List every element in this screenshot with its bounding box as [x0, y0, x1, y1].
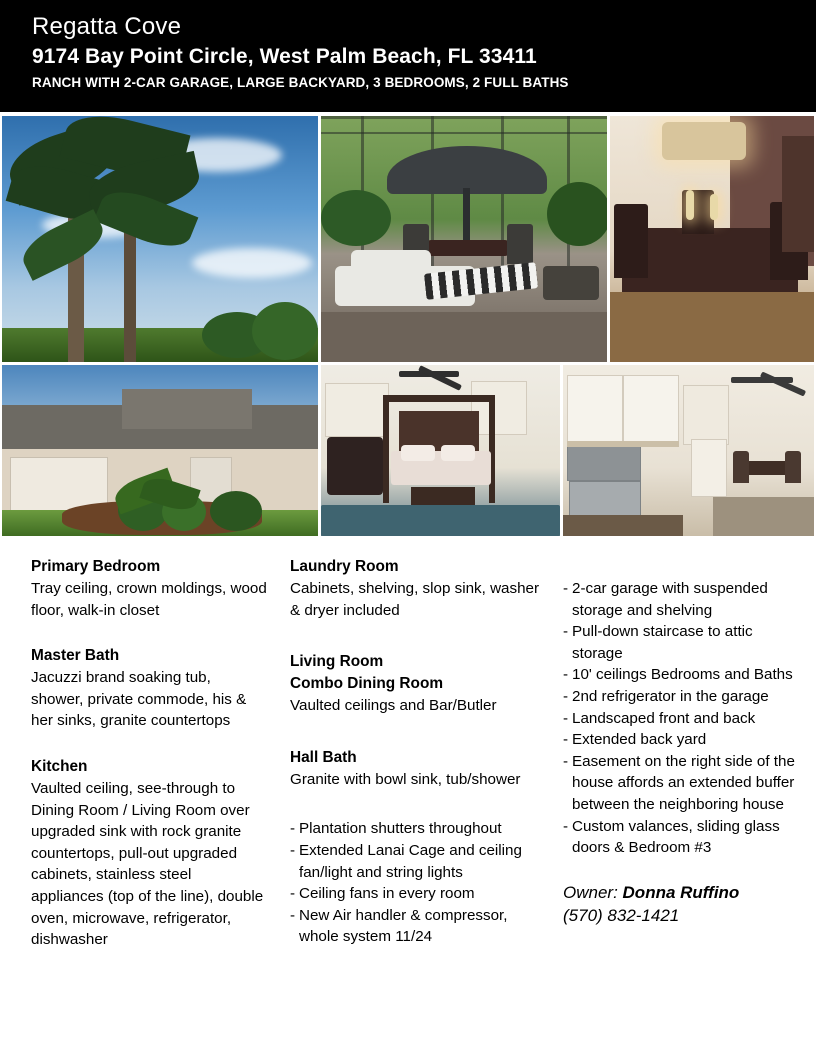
list-item: - Extended back yard	[563, 729, 801, 751]
kitchen-photo	[563, 365, 814, 536]
column-one	[31, 556, 267, 965]
list-item: - Landscaped front and back	[563, 708, 801, 730]
master-bath-title: Master Bath	[31, 647, 120, 665]
list-item: - Ceiling fans in every room	[290, 883, 540, 905]
living-room-block	[290, 651, 540, 717]
list-item: - 10' ceilings Bedrooms and Baths	[563, 664, 801, 686]
column-three	[563, 556, 801, 927]
master-bath-block	[31, 645, 267, 732]
laundry-room-body: Cabinets, shelving, slop sink, washer & dryer included	[290, 580, 540, 619]
primary-bedroom-block	[31, 556, 267, 621]
list-item: - 2-car garage with suspended storage and shelving	[563, 578, 801, 621]
list-item: - Plantation shutters throughout	[290, 818, 540, 840]
hall-bath-body: Granite with bowl sink, tub/shower	[290, 770, 521, 788]
column-three-feature-list	[563, 578, 801, 859]
owner-label: Owner:	[563, 882, 618, 902]
header-banner	[0, 0, 816, 112]
house-front-exterior-photo	[2, 365, 318, 536]
living-room-title: Living Room	[290, 653, 384, 671]
primary-bedroom-title: Primary Bedroom	[31, 558, 161, 575]
owner-info	[563, 881, 801, 927]
column-two-feature-list	[290, 818, 540, 948]
hall-bath-block	[290, 747, 540, 791]
laundry-room-title: Laundry Room	[290, 558, 399, 575]
property-summary: RANCH WITH 2-CAR GARAGE, LARGE BACKYARD, 3 BEDROOMS, 2 FULL BATHS	[32, 75, 569, 90]
owner-name: Donna Ruffino	[622, 882, 740, 902]
list-item: - Pull-down staircase to attic storage	[563, 621, 801, 664]
photo-collage	[0, 116, 816, 536]
kitchen-title: Kitchen	[31, 757, 88, 775]
list-item: - Easement on the right side of the house affords an extended buffer between the neighboring house	[563, 751, 801, 816]
community-name: Regatta Cove	[32, 13, 182, 40]
column-two	[290, 556, 540, 948]
laundry-room-block	[290, 556, 540, 621]
kitchen-block	[31, 756, 267, 951]
combo-dining-room-title: Combo Dining Room	[290, 675, 444, 693]
screened-patio-photo	[321, 116, 607, 362]
primary-bedroom-body: Tray ceiling, crown moldings, wood floor, walk-in closet	[31, 580, 267, 619]
master-bath-body: Jacuzzi brand soaking tub, shower, private commode, his & her sinks, granite countertops	[31, 669, 247, 730]
list-item: - 2nd refrigerator in the garage	[563, 686, 801, 708]
property-address: 9174 Bay Point Circle, West Palm Beach, FL 33411	[32, 45, 537, 68]
palm-trees-exterior-photo	[2, 116, 318, 362]
living-room-body: Vaulted ceilings and Bar/Butler	[290, 697, 497, 715]
kitchen-body: Vaulted ceiling, see-through to Dining Room / Living Room over upgraded sink with rock granite countertops, pull-out upgraded cabinets, stainless steel appliances (top of the line), double oven, microwave, refrigerator, dishwasher	[31, 779, 264, 949]
details-columns	[0, 556, 816, 1056]
list-item: - Custom valances, sliding glass doors & Bedroom #3	[563, 816, 801, 859]
list-item: - New Air handler & compressor, whole system 11/24	[290, 905, 540, 948]
list-item: - Extended Lanai Cage and ceiling fan/light and string lights	[290, 840, 540, 883]
hall-bath-title: Hall Bath	[290, 748, 357, 766]
dining-room-photo	[610, 116, 814, 362]
owner-phone: (570) 832-1421	[563, 905, 680, 925]
primary-bedroom-photo	[321, 365, 560, 536]
